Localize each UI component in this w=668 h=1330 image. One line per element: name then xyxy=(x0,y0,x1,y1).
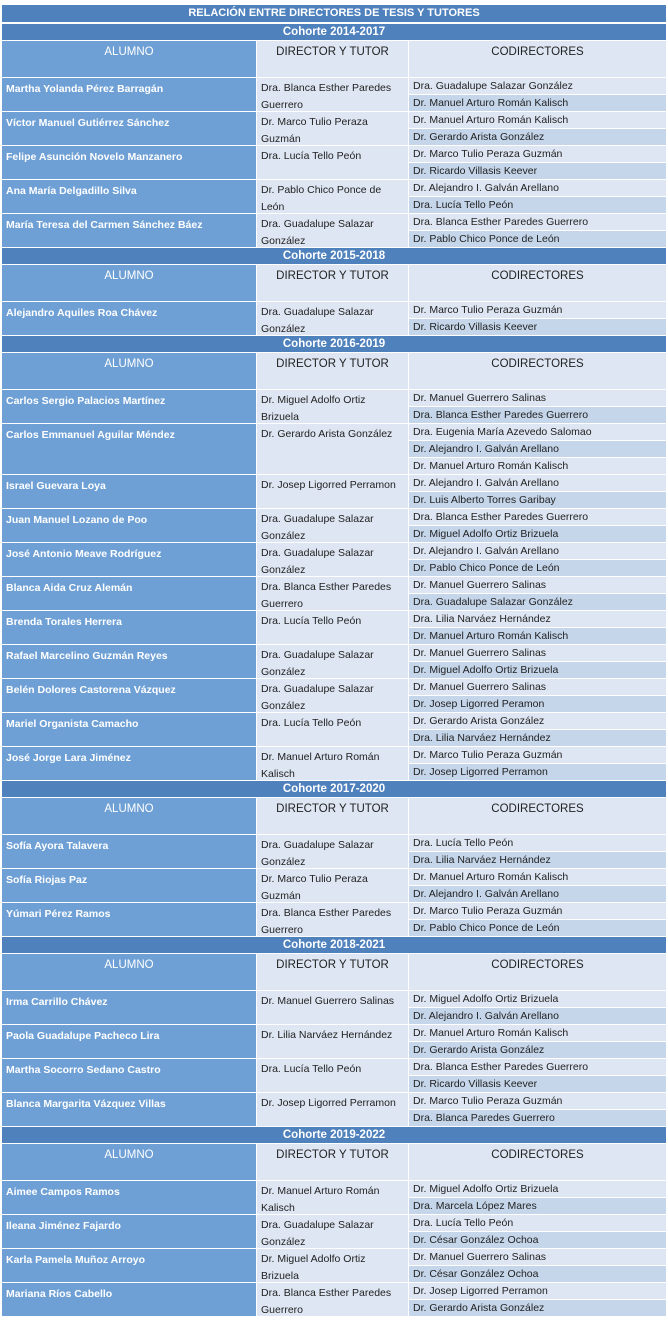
codirector: Dr. Alejandro I. Galván Arellano xyxy=(409,543,666,559)
column-header-codirectores: CODIRECTORES xyxy=(409,954,666,990)
codirector: Dr. Alejandro I. Galván Arellano xyxy=(409,441,666,457)
codirector: Dr. Pablo Chico Ponce de León xyxy=(409,231,666,247)
column-header-codirectores: CODIRECTORES xyxy=(409,1144,666,1180)
student-name: Martha Yolanda Pérez Barragán xyxy=(2,78,256,111)
student-name: Rafael Marcelino Guzmán Reyes xyxy=(2,645,256,678)
codirector: Dr. Manuel Guerrero Salinas xyxy=(409,679,666,695)
codirector: Dra. Lucía Tello Peón xyxy=(409,197,666,213)
column-header-alumno: ALUMNO xyxy=(2,1144,256,1180)
student-name: Yúmari Pérez Ramos xyxy=(2,903,256,936)
codirector: Dr. Alejandro I. Galván Arellano xyxy=(409,475,666,491)
codirector: Dra. Marcela López Mares xyxy=(409,1198,666,1214)
codirector: Dra. Blanca Esther Paredes Guerrero xyxy=(409,214,666,230)
director-tutor: Dra. Blanca Esther Paredes Guerrero xyxy=(257,903,408,936)
codirector: Dra. Blanca Paredes Guerrero xyxy=(409,1110,666,1126)
student-name: Carlos Sergio Palacios Martínez xyxy=(2,390,256,423)
student-name: Martha Socorro Sedano Castro xyxy=(2,1059,256,1092)
student-name: Blanca Aida Cruz Alemán xyxy=(2,577,256,610)
student-name: Sofía Ayora Talavera xyxy=(2,835,256,868)
director-tutor: Dra. Lucía Tello Peón xyxy=(257,713,408,746)
student-name: Blanca Margarita Vázquez Villas xyxy=(2,1093,256,1126)
codirector: Dr. Gerardo Arista González xyxy=(409,129,666,145)
codirector: Dr. Marco Tulio Peraza Guzmán xyxy=(409,146,666,162)
codirector: Dr. Miguel Adolfo Ortiz Brizuela xyxy=(409,1181,666,1197)
codirector: Dr. Miguel Adolfo Ortiz Brizuela xyxy=(409,991,666,1007)
codirector: Dra. Lilia Narváez Hernández xyxy=(409,730,666,746)
codirector: Dr. Manuel Arturo Román Kalisch xyxy=(409,95,666,111)
codirector: Dr. Miguel Adolfo Ortiz Brizuela xyxy=(409,662,666,678)
column-header-director: DIRECTOR Y TUTOR xyxy=(257,265,408,301)
codirector: Dr. Luis Alberto Torres Garibay xyxy=(409,492,666,508)
codirector: Dr. Marco Tulio Peraza Guzmán xyxy=(409,747,666,763)
codirector: Dr. Pablo Chico Ponce de León xyxy=(409,560,666,576)
column-header-codirectores: CODIRECTORES xyxy=(409,265,666,301)
student-name: Ileana Jiménez Fajardo xyxy=(2,1215,256,1248)
cohort-header: Cohorte 2018-2021 xyxy=(2,937,666,953)
codirector: Dr. Manuel Arturo Román Kalisch xyxy=(409,628,666,644)
director-tutor: Dr. Marco Tulio Peraza Guzmán xyxy=(257,112,408,145)
codirector: Dr. Marco Tulio Peraza Guzmán xyxy=(409,1093,666,1109)
column-header-director: DIRECTOR Y TUTOR xyxy=(257,41,408,77)
codirector: Dr. Alejandro I. Galván Arellano xyxy=(409,180,666,196)
student-name: Juan Manuel Lozano de Poo xyxy=(2,509,256,542)
director-tutor: Dra. Blanca Esther Paredes Guerrero xyxy=(257,1283,408,1316)
column-header-director: DIRECTOR Y TUTOR xyxy=(257,1144,408,1180)
column-header-alumno: ALUMNO xyxy=(2,798,256,834)
codirector: Dr. Pablo Chico Ponce de León xyxy=(409,920,666,936)
codirector: Dr. Josep Ligorred Peramon xyxy=(409,696,666,712)
director-tutor: Dra. Guadalupe Salazar González xyxy=(257,302,408,335)
student-name: Felipe Asunción Novelo Manzanero xyxy=(2,146,256,179)
codirector: Dra. Lucía Tello Peón xyxy=(409,835,666,851)
codirector: Dra. Eugenia María Azevedo Salomao xyxy=(409,424,666,440)
director-tutor: Dra. Blanca Esther Paredes Guerrero xyxy=(257,78,408,111)
codirector: Dra. Lucía Tello Peón xyxy=(409,1215,666,1231)
director-tutor: Dr. Marco Tulio Peraza Guzmán xyxy=(257,869,408,902)
director-tutor: Dr. Pablo Chico Ponce de León xyxy=(257,180,408,213)
director-tutor: Dra. Lucía Tello Peón xyxy=(257,146,408,179)
director-tutor: Dr. Miguel Adolfo Ortiz Brizuela xyxy=(257,390,408,423)
cohort-header: Cohorte 2019-2022 xyxy=(2,1127,666,1143)
column-header-director: DIRECTOR Y TUTOR xyxy=(257,798,408,834)
student-name: José Antonio Meave Rodríguez xyxy=(2,543,256,576)
director-tutor: Dra. Guadalupe Salazar González xyxy=(257,543,408,576)
codirector: Dr. Gerardo Arista González xyxy=(409,713,666,729)
codirector: Dr. Manuel Arturo Román Kalisch xyxy=(409,1025,666,1041)
codirector: Dr. Ricardo Villasis Keever xyxy=(409,1076,666,1092)
column-header-codirectores: CODIRECTORES xyxy=(409,353,666,389)
codirector: Dra. Blanca Esther Paredes Guerrero xyxy=(409,407,666,423)
codirector: Dr. Gerardo Arista González xyxy=(409,1300,666,1316)
student-name: Mariel Organista Camacho xyxy=(2,713,256,746)
director-tutor: Dra. Lucía Tello Peón xyxy=(257,611,408,644)
column-header-director: DIRECTOR Y TUTOR xyxy=(257,353,408,389)
director-tutor: Dra. Lucía Tello Peón xyxy=(257,1059,408,1092)
student-name: Irma Carrillo Chávez xyxy=(2,991,256,1024)
cohort-header: Cohorte 2016-2019 xyxy=(2,336,666,352)
student-name: Israel Guevara Loya xyxy=(2,475,256,508)
director-tutor: Dr. Gerardo Arista González xyxy=(257,424,408,474)
director-tutor: Dra. Guadalupe Salazar González xyxy=(257,214,408,247)
codirector: Dr. César González Ochoa xyxy=(409,1266,666,1282)
student-name: Belén Dolores Castorena Vázquez xyxy=(2,679,256,712)
codirector: Dr. Alejandro I. Galván Arellano xyxy=(409,1008,666,1024)
student-name: Carlos Emmanuel Aguilar Méndez xyxy=(2,424,256,474)
column-header-alumno: ALUMNO xyxy=(2,41,256,77)
director-tutor: Dr. Miguel Adolfo Ortiz Brizuela xyxy=(257,1249,408,1282)
codirector: Dra. Lilia Narváez Hernández xyxy=(409,611,666,627)
codirector: Dr. César González Ochoa xyxy=(409,1232,666,1248)
codirector: Dr. Manuel Guerrero Salinas xyxy=(409,390,666,406)
table-title: RELACIÓN ENTRE DIRECTORES DE TESIS Y TUTORES xyxy=(2,5,666,22)
codirector: Dr. Gerardo Arista González xyxy=(409,1042,666,1058)
student-name: Alejandro Aquiles Roa Chávez xyxy=(2,302,256,335)
codirector: Dr. Josep Ligorred Perramon xyxy=(409,764,666,780)
cohort-header: Cohorte 2015-2018 xyxy=(2,248,666,264)
student-name: Paola Guadalupe Pacheco Lira xyxy=(2,1025,256,1058)
codirector: Dr. Manuel Arturo Román Kalisch xyxy=(409,112,666,128)
cohort-header: Cohorte 2017-2020 xyxy=(2,781,666,797)
codirector: Dr. Manuel Guerrero Salinas xyxy=(409,645,666,661)
cohort-header: Cohorte 2014-2017 xyxy=(2,24,666,40)
codirector: Dr. Manuel Guerrero Salinas xyxy=(409,1249,666,1265)
column-header-alumno: ALUMNO xyxy=(2,265,256,301)
codirector: Dra. Guadalupe Salazar González xyxy=(409,78,666,94)
student-name: Karla Pamela Muñoz Arroyo xyxy=(2,1249,256,1282)
column-header-codirectores: CODIRECTORES xyxy=(409,798,666,834)
codirector: Dra. Blanca Esther Paredes Guerrero xyxy=(409,509,666,525)
director-tutor: Dra. Guadalupe Salazar González xyxy=(257,1215,408,1248)
codirector: Dra. Lilia Narváez Hernández xyxy=(409,852,666,868)
column-header-codirectores: CODIRECTORES xyxy=(409,41,666,77)
student-name: Sofía Riojas Paz xyxy=(2,869,256,902)
student-name: Víctor Manuel Gutiérrez Sánchez xyxy=(2,112,256,145)
student-name: Ana María Delgadillo Silva xyxy=(2,180,256,213)
codirector: Dr. Marco Tulio Peraza Guzmán xyxy=(409,302,666,318)
student-name: Mariana Ríos Cabello xyxy=(2,1283,256,1316)
director-tutor: Dr. Josep Ligorred Perramon xyxy=(257,475,408,508)
codirector: Dra. Guadalupe Salazar González xyxy=(409,594,666,610)
director-tutor: Dra. Guadalupe Salazar González xyxy=(257,645,408,678)
director-tutor: Dr. Manuel Arturo Román Kalisch xyxy=(257,1181,408,1214)
codirector: Dr. Josep Ligorred Perramon xyxy=(409,1283,666,1299)
director-tutor: Dr. Manuel Arturo Román Kalisch xyxy=(257,747,408,780)
codirector: Dr. Miguel Adolfo Ortiz Brizuela xyxy=(409,526,666,542)
column-header-alumno: ALUMNO xyxy=(2,353,256,389)
director-tutor: Dra. Guadalupe Salazar González xyxy=(257,835,408,868)
codirector: Dra. Blanca Esther Paredes Guerrero xyxy=(409,1059,666,1075)
codirector: Dr. Manuel Arturo Román Kalisch xyxy=(409,869,666,885)
codirector: Dr. Alejandro I. Galván Arellano xyxy=(409,886,666,902)
director-tutor: Dr. Josep Ligorred Perramon xyxy=(257,1093,408,1126)
codirector: Dr. Manuel Guerrero Salinas xyxy=(409,577,666,593)
student-name: Brenda Torales Herrera xyxy=(2,611,256,644)
director-tutor: Dra. Guadalupe Salazar González xyxy=(257,679,408,712)
codirector: Dr. Marco Tulio Peraza Guzmán xyxy=(409,903,666,919)
codirector: Dr. Ricardo Villasis Keever xyxy=(409,163,666,179)
student-name: María Teresa del Carmen Sánchez Báez xyxy=(2,214,256,247)
student-name: José Jorge Lara Jiménez xyxy=(2,747,256,780)
column-header-alumno: ALUMNO xyxy=(2,954,256,990)
student-name: Aimee Campos Ramos xyxy=(2,1181,256,1214)
director-tutor: Dr. Lilia Narváez Hernández xyxy=(257,1025,408,1058)
codirector: Dr. Manuel Arturo Román Kalisch xyxy=(409,458,666,474)
director-tutor: Dra. Blanca Esther Paredes Guerrero xyxy=(257,577,408,610)
director-tutor: Dra. Guadalupe Salazar González xyxy=(257,509,408,542)
director-tutor: Dr. Manuel Guerrero Salinas xyxy=(257,991,408,1024)
column-header-director: DIRECTOR Y TUTOR xyxy=(257,954,408,990)
codirector: Dr. Ricardo Villasis Keever xyxy=(409,319,666,335)
